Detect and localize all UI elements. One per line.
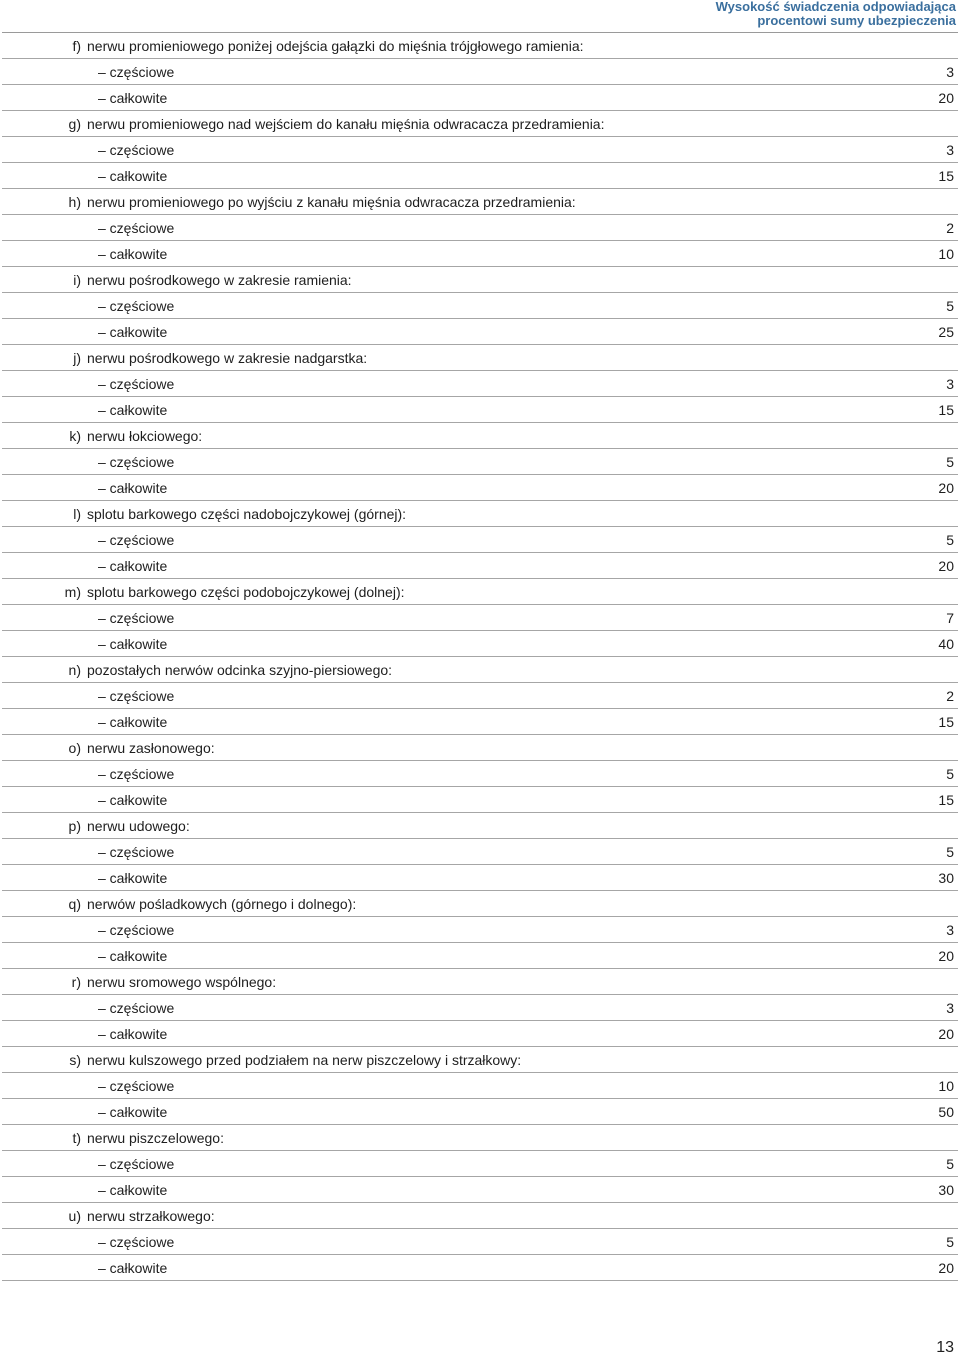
section-letter: m)	[64, 584, 81, 600]
partial-damage-value: 5	[946, 766, 954, 782]
partial-damage-label: – częściowe	[98, 688, 175, 704]
section-title: nerwu sromowego wspólnego:	[87, 974, 277, 990]
section-letter: q)	[68, 896, 81, 912]
section-row	[2, 735, 958, 761]
partial-damage-label: – częściowe	[98, 922, 175, 938]
full-damage-label: – całkowite	[98, 480, 168, 496]
section-title: nerwu promieniowego po wyjściu z kanału mięśnia odwracacza przedramienia:	[87, 194, 576, 210]
partial-damage-row	[2, 995, 958, 1021]
section-title: nerwu zasłonowego:	[87, 740, 215, 756]
full-damage-label: – całkowite	[98, 1104, 168, 1120]
partial-damage-row	[2, 1151, 958, 1177]
partial-damage-value: 3	[946, 142, 954, 158]
full-damage-row	[2, 1177, 958, 1203]
section-row	[2, 501, 958, 527]
partial-damage-label: – częściowe	[98, 142, 175, 158]
partial-damage-label: – częściowe	[98, 64, 175, 80]
section-letter: f)	[72, 38, 81, 54]
section-row	[2, 813, 958, 839]
full-damage-row	[2, 1255, 958, 1281]
full-damage-row	[2, 85, 958, 111]
full-damage-value: 15	[938, 402, 954, 418]
full-damage-row	[2, 943, 958, 969]
full-damage-row	[2, 1099, 958, 1125]
full-damage-value: 50	[938, 1104, 954, 1120]
partial-damage-row	[2, 449, 958, 475]
full-damage-row	[2, 631, 958, 657]
partial-damage-value: 7	[946, 610, 954, 626]
full-damage-value: 20	[938, 1260, 954, 1276]
full-damage-value: 10	[938, 246, 954, 262]
section-letter: l)	[73, 506, 81, 522]
partial-damage-label: – częściowe	[98, 298, 175, 314]
section-letter: i)	[73, 272, 81, 288]
partial-damage-label: – częściowe	[98, 1156, 175, 1172]
partial-damage-row	[2, 761, 958, 787]
full-damage-value: 20	[938, 1026, 954, 1042]
full-damage-row	[2, 397, 958, 423]
full-damage-value: 30	[938, 1182, 954, 1198]
partial-damage-value: 10	[938, 1078, 954, 1094]
full-damage-row	[2, 553, 958, 579]
full-damage-label: – całkowite	[98, 948, 168, 964]
benefit-table	[2, 33, 958, 1281]
section-letter: n)	[68, 662, 81, 678]
partial-damage-row	[2, 527, 958, 553]
section-letter: k)	[69, 428, 81, 444]
partial-damage-row	[2, 1073, 958, 1099]
section-title: nerwu pośrodkowego w zakresie nadgarstka:	[87, 350, 368, 366]
full-damage-label: – całkowite	[98, 1026, 168, 1042]
section-letter: h)	[68, 194, 81, 210]
full-damage-label: – całkowite	[98, 636, 168, 652]
partial-damage-value: 5	[946, 454, 954, 470]
section-row	[2, 33, 958, 59]
partial-damage-label: – częściowe	[98, 220, 175, 236]
section-row	[2, 891, 958, 917]
section-title: nerwu udowego:	[87, 818, 190, 834]
partial-damage-label: – częściowe	[98, 1234, 175, 1250]
full-damage-label: – całkowite	[98, 168, 168, 184]
partial-damage-value: 5	[946, 1234, 954, 1250]
partial-damage-row	[2, 605, 958, 631]
partial-damage-value: 3	[946, 922, 954, 938]
column-header-line-2: procentowi sumy ubezpieczenia	[757, 13, 956, 28]
partial-damage-value: 5	[946, 1156, 954, 1172]
full-damage-value: 20	[938, 948, 954, 964]
full-damage-label: – całkowite	[98, 1182, 168, 1198]
section-row	[2, 345, 958, 371]
full-damage-row	[2, 319, 958, 345]
full-damage-row	[2, 787, 958, 813]
section-title: splotu barkowego części nadobojczykowej (górnej):	[87, 506, 407, 522]
section-row	[2, 579, 958, 605]
partial-damage-row	[2, 1229, 958, 1255]
partial-damage-label: – częściowe	[98, 844, 175, 860]
full-damage-value: 15	[938, 168, 954, 184]
partial-damage-value: 2	[946, 220, 954, 236]
section-title: nerwów pośladkowych (górnego i dolnego):	[87, 896, 357, 912]
section-row	[2, 423, 958, 449]
full-damage-label: – całkowite	[98, 792, 168, 808]
full-damage-row	[2, 163, 958, 189]
section-row	[2, 189, 958, 215]
partial-damage-label: – częściowe	[98, 766, 175, 782]
full-damage-value: 40	[938, 636, 954, 652]
partial-damage-label: – częściowe	[98, 376, 175, 392]
full-damage-row	[2, 709, 958, 735]
full-damage-label: – całkowite	[98, 246, 168, 262]
full-damage-row	[2, 1021, 958, 1047]
partial-damage-value: 3	[946, 376, 954, 392]
full-damage-value: 30	[938, 870, 954, 886]
section-title: nerwu piszczelowego:	[87, 1130, 224, 1146]
partial-damage-row	[2, 215, 958, 241]
partial-damage-value: 3	[946, 1000, 954, 1016]
section-title: nerwu promieniowego poniżej odejścia gałązki do mięśnia trójgłowego ramienia:	[87, 38, 584, 54]
full-damage-value: 20	[938, 480, 954, 496]
section-letter: u)	[68, 1208, 81, 1224]
partial-damage-label: – częściowe	[98, 1078, 175, 1094]
full-damage-label: – całkowite	[98, 714, 168, 730]
section-title: nerwu łokciowego:	[87, 428, 203, 444]
page-number: 13	[936, 1339, 954, 1356]
full-damage-label: – całkowite	[98, 1260, 168, 1276]
full-damage-row	[2, 241, 958, 267]
section-row	[2, 267, 958, 293]
partial-damage-value: 5	[946, 298, 954, 314]
full-damage-value: 20	[938, 558, 954, 574]
full-damage-label: – całkowite	[98, 870, 168, 886]
partial-damage-label: – częściowe	[98, 1000, 175, 1016]
section-letter: j)	[73, 350, 81, 366]
section-letter: p)	[68, 818, 81, 834]
full-damage-value: 25	[938, 324, 954, 340]
section-row	[2, 657, 958, 683]
partial-damage-row	[2, 839, 958, 865]
section-letter: t)	[72, 1130, 81, 1146]
section-title: nerwu kulszowego przed podziałem na nerw piszczelowy i strzałkowy:	[87, 1052, 522, 1068]
section-row	[2, 111, 958, 137]
partial-damage-row	[2, 683, 958, 709]
partial-damage-row	[2, 371, 958, 397]
section-row	[2, 1125, 958, 1151]
section-title: nerwu strzałkowego:	[87, 1208, 215, 1224]
section-title: nerwu promieniowego nad wejściem do kanału mięśnia odwracacza przedramienia:	[87, 116, 605, 132]
partial-damage-label: – częściowe	[98, 610, 175, 626]
partial-damage-label: – częściowe	[98, 532, 175, 548]
full-damage-row	[2, 865, 958, 891]
partial-damage-value: 5	[946, 844, 954, 860]
section-letter: s)	[69, 1052, 81, 1068]
column-header	[536, 0, 956, 30]
partial-damage-label: – częściowe	[98, 454, 175, 470]
partial-damage-row	[2, 137, 958, 163]
partial-damage-row	[2, 917, 958, 943]
full-damage-label: – całkowite	[98, 558, 168, 574]
full-damage-value: 15	[938, 792, 954, 808]
full-damage-value: 15	[938, 714, 954, 730]
column-header-line-1: Wysokość świadczenia odpowiadająca	[715, 0, 956, 14]
section-title: nerwu pośrodkowego w zakresie ramienia:	[87, 272, 352, 288]
section-letter: o)	[68, 740, 81, 756]
partial-damage-value: 3	[946, 64, 954, 80]
full-damage-value: 20	[938, 90, 954, 106]
partial-damage-row	[2, 59, 958, 85]
section-letter: r)	[71, 974, 81, 990]
full-damage-label: – całkowite	[98, 324, 168, 340]
partial-damage-value: 5	[946, 532, 954, 548]
section-row	[2, 1203, 958, 1229]
partial-damage-value: 2	[946, 688, 954, 704]
section-row	[2, 1047, 958, 1073]
full-damage-row	[2, 475, 958, 501]
full-damage-label: – całkowite	[98, 402, 168, 418]
section-title: pozostałych nerwów odcinka szyjno-piersiowego:	[87, 662, 393, 678]
partial-damage-row	[2, 293, 958, 319]
full-damage-label: – całkowite	[98, 90, 168, 106]
section-title: splotu barkowego części podobojczykowej (dolnej):	[87, 584, 405, 600]
section-row	[2, 969, 958, 995]
section-letter: g)	[68, 116, 81, 132]
